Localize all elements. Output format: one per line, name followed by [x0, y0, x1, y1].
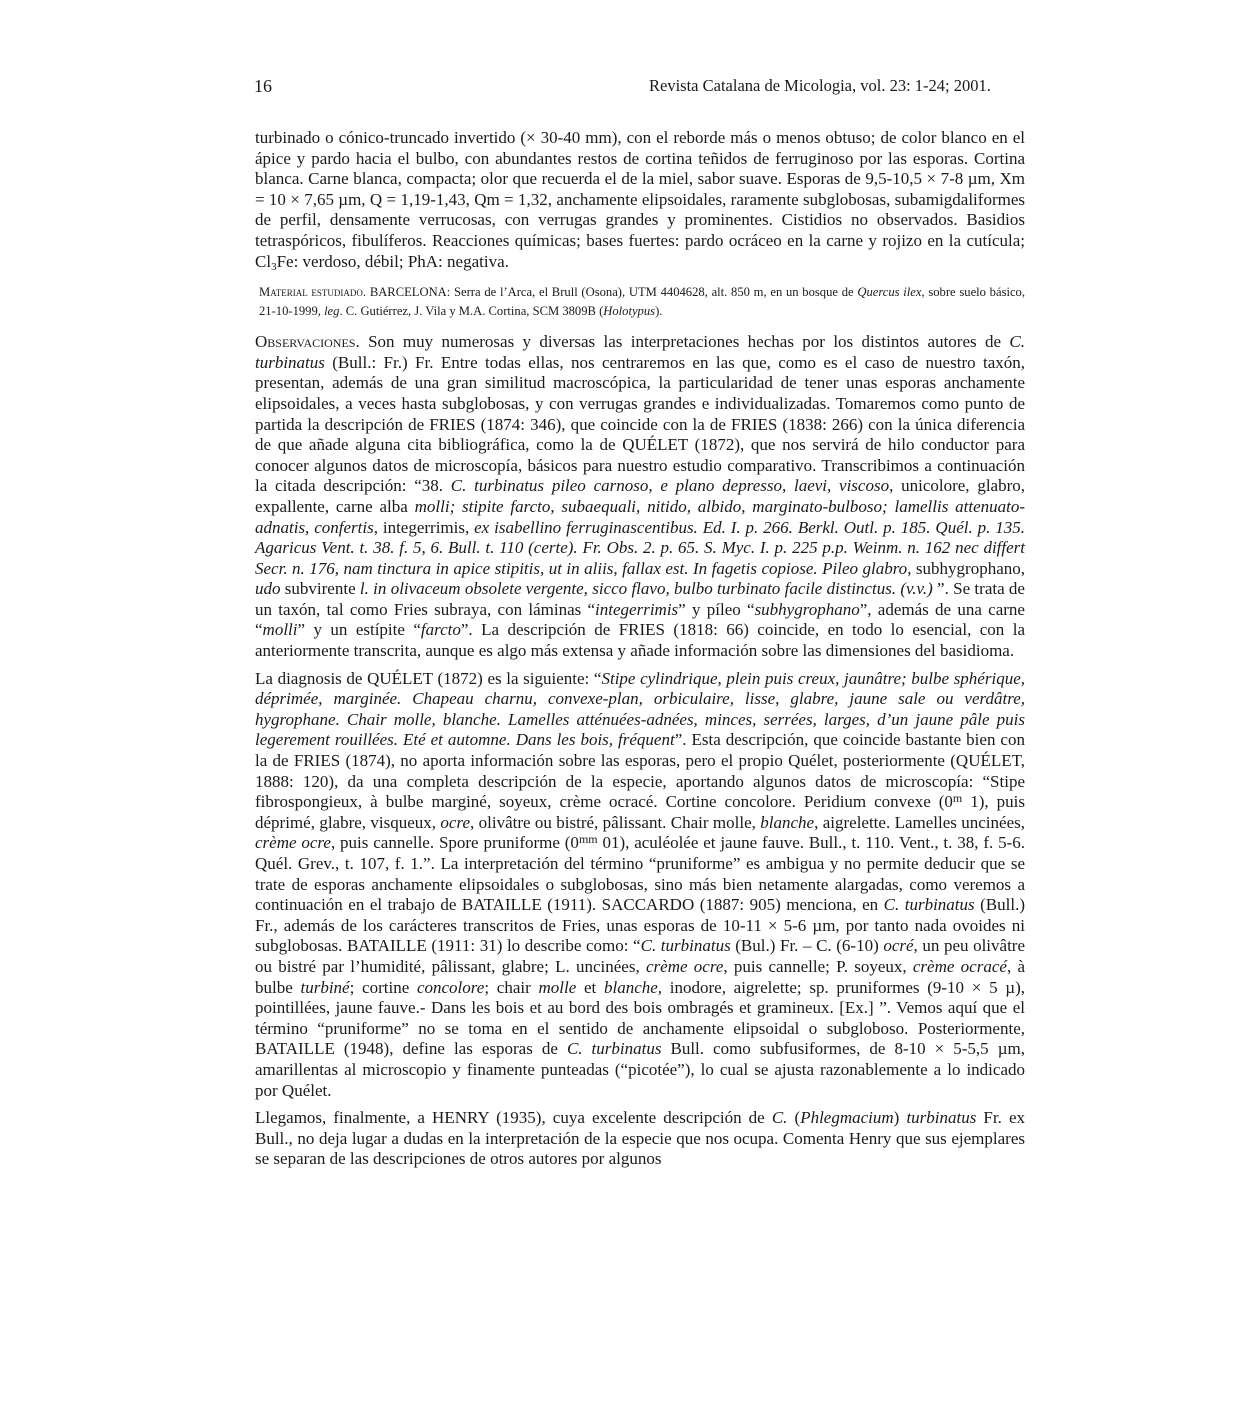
quelet-paragraph: La diagnosis de QUÉLET (1872) es la siguiente: “Stipe cylindrique, plein puis creux, jaunâtre; bulbe sphérique, déprimée, marginée. Chapeau charnu, convexe-plan, orbiculaire, lisse, glabre, jaune sale ou verdâtre, hygrophane. Chair molle, blanche. Lamelles atténuées-adnées, minces, serrées, larges, d’un jaune pâle puis legerement rouillées. Eté et automne. Dans les bois, fréquent”. Esta descripción, que coincide bastante bien con la de FRIES (1874), no aporta información sobre las esporas, pero el propio Quélet, posteriormente (QUÉLET, 1888: 120), da una completa descripción de la especie, aportando algunos datos de microscopía: “Stipe fibrospongieux, à bulbe marginé, soyeux, crème ocracé. Cortine concolore. Peridium convexe (0$^m$ 1), puis déprimé, glabre, visqueux, ocre, olivâtre ou bistré, pâlissant. Chair molle, blanche, aigrelette. Lamelles uncinées, crème ocre, puis cannelle. Spore pruniforme ($0^{mm}$ 01), aculéolée et jaune fauve. Bull., t. 110. Vent., t. 38, f. 5-6. Quél. Grev., t. 107, f. 1.”. La interpretación del término “pruniforme” es ambigua y no permite deducir que se trate de esporas anchamente elipsoidales o subglobosas, sino más bien netamente alargadas, como veremos a continuación en el trabajo de BATAILLE (1911). SACCARDO (1887: 905) menciona, en C. turbinatus (Bull.) Fr., además de los carácteres transcritos de Fries, unas esporas de 10-11 × 5-6 µm, por tanto nada ovoides ni subglobosas. BATAILLE (1911: 31) lo describe como: “C. turbinatus (Bul.) Fr. – C. (6-10) ocré, un peu olivâtre ou bistré par l’humidité, pâlissant, glabre; L. uncinées, crème ocre, puis cannelle; P. soyeux, crème ocracé, à bulbe turbiné; cortine concolore; chair molle et blanche, inodore, aigrelette; sp. pruniformes (9-10 × 5 µ), pointillées, jaune fauve.- Dans les bois et au bord des bois ombragés et gramineux. [Ex.] ”. Vemos aquí que el término “pruniforme” no se toma en el sentido de anchamente elipsoidal o subgloboso. Posteriormente, BATAILLE (1948), define las esporas de C. turbinatus Bull. como subfusiformes, de 8-10 × 5-5,5 µm, amarillentas al microscopio y finamente punteadas (“picotée”), lo cual se ajusta razonablemente a lo indicado por Quélet. [255, 668, 1026, 1100]
running-head: Revista Catalana de Micologia, vol. 23: 1-24; 2001. [649, 76, 991, 95]
henry-paragraph: Llegamos, finalmente, a HENRY (1935), cuya excelente descripción de C. (Phlegmacium) turbinatus Fr. ex Bull., no deja lugar a dudas en la interpretación de la especie que nos ocupa. Comenta Henry que sus ejemplares se separan de las descripciones de otros autores por algunos [255, 1108, 1025, 1169]
material-paragraph: Material estudiado. BARCELONA: Serra de l’Arca, el Brull (Osona), UTM 4404628, alt. 850 m, en un bosque de Quercus ilex, sobre suelo básico, 21-10-1999, leg. C. Gutiérrez, J. Vila y M.A. Cortina, SCM 3809B (Holotypus). [259, 285, 1026, 318]
description-paragraph: turbinado o cónico-truncado invertido (× 30-40 mm), con el reborde más o menos obtuso; de color blanco en el ápice y pardo hacia el bulbo, con abundantes restos de cortina teñidos de ferruginoso por las esporas. Cortina blanca. Carne blanca, compacta; olor que recuerda el de la miel, sabor suave. Esporas de 9,5-10,5 × 7-8 µm, Xm = 10 × 7,65 µm, Q = 1,19-1,43, Qm = 1,32, anchamente elipsoidales, raramente subglobosas, subamigdaliformes de perfil, densamente verrucosas, con verrugas grandes y prominentes. Cistidios no observados. Basidios tetraspóricos, fibulíferos. Reacciones químicas; bases fuertes: pardo ocráceo en la carne y rojizo en la cutícula; $Cl_3Fe$: verdoso, débil; PhA: negativa. [255, 128, 1025, 273]
observaciones-paragraph: Observaciones. Son muy numerosas y diversas las interpretaciones hechas por los distintos autores de C. turbinatus (Bull.: Fr.) Fr. Entre todas ellas, nos centraremos en las que, como es el caso de nuestro taxón, presentan, además de una gran similitud macroscópica, la particularidad de tener unas esporas anchamente elipsoidales, a veces hasta subglobosas, y con verrugas grandes e individualizadas. Tomaremos como punto de partida la descripción de FRIES (1874: 346), que coincide con la de FRIES (1838: 266) con la única diferencia de que añade alguna cita bibliográfica, como la de QUÉLET (1872), que nos servirá de hilo conductor para conocer algunos datos de microscopía, básicos para nuestro estudio comparativo. Transcribimos a continuación la citada descripción: “38. C. turbinatus pileo carnoso, e plano depresso, laevi, viscoso, unicolore, glabro, expallente, carne alba molli; stipite farcto, subaequali, nitido, albido, marginato-bulboso; lamellis attenuato-adnatis, confertis, integerrimis, ex isabellino ferruginascentibus. Ed. I. p. 266. Berkl. Outl. p. 185. Quél. p. 135. Agaricus Vent. t. 38. f. 5, 6. Bull. t. 110 (certe). Fr. Obs. 2. p. 65. S. Myc. I. p. 225 p.p. Weinm. n. 162 nec differt Secr. n. 176, nam tinctura in apice stipitis, ut in aliis, fallax est. In fagetis copiose. Pileo glabro, subhygrophano, udo subvirente l. in olivaceum obsolete vergente, sicco flavo, bulbo turbinato facile distinctus. (v.v.) ”. Se trata de un taxón, tal como Fries subraya, con láminas “integerrimis” y píleo “subhygrophano”, además de una carne “molli” y un estípite “farcto”. La descripción de FRIES (1818: 66) coincide, en todo lo esencial, con la anteriormente transcrita, aunque es algo más extensa y añade información sobre las dimensiones del basidioma. [255, 332, 1026, 661]
article-body [255, 128, 1025, 1170]
page-number: 16 [254, 76, 272, 96]
